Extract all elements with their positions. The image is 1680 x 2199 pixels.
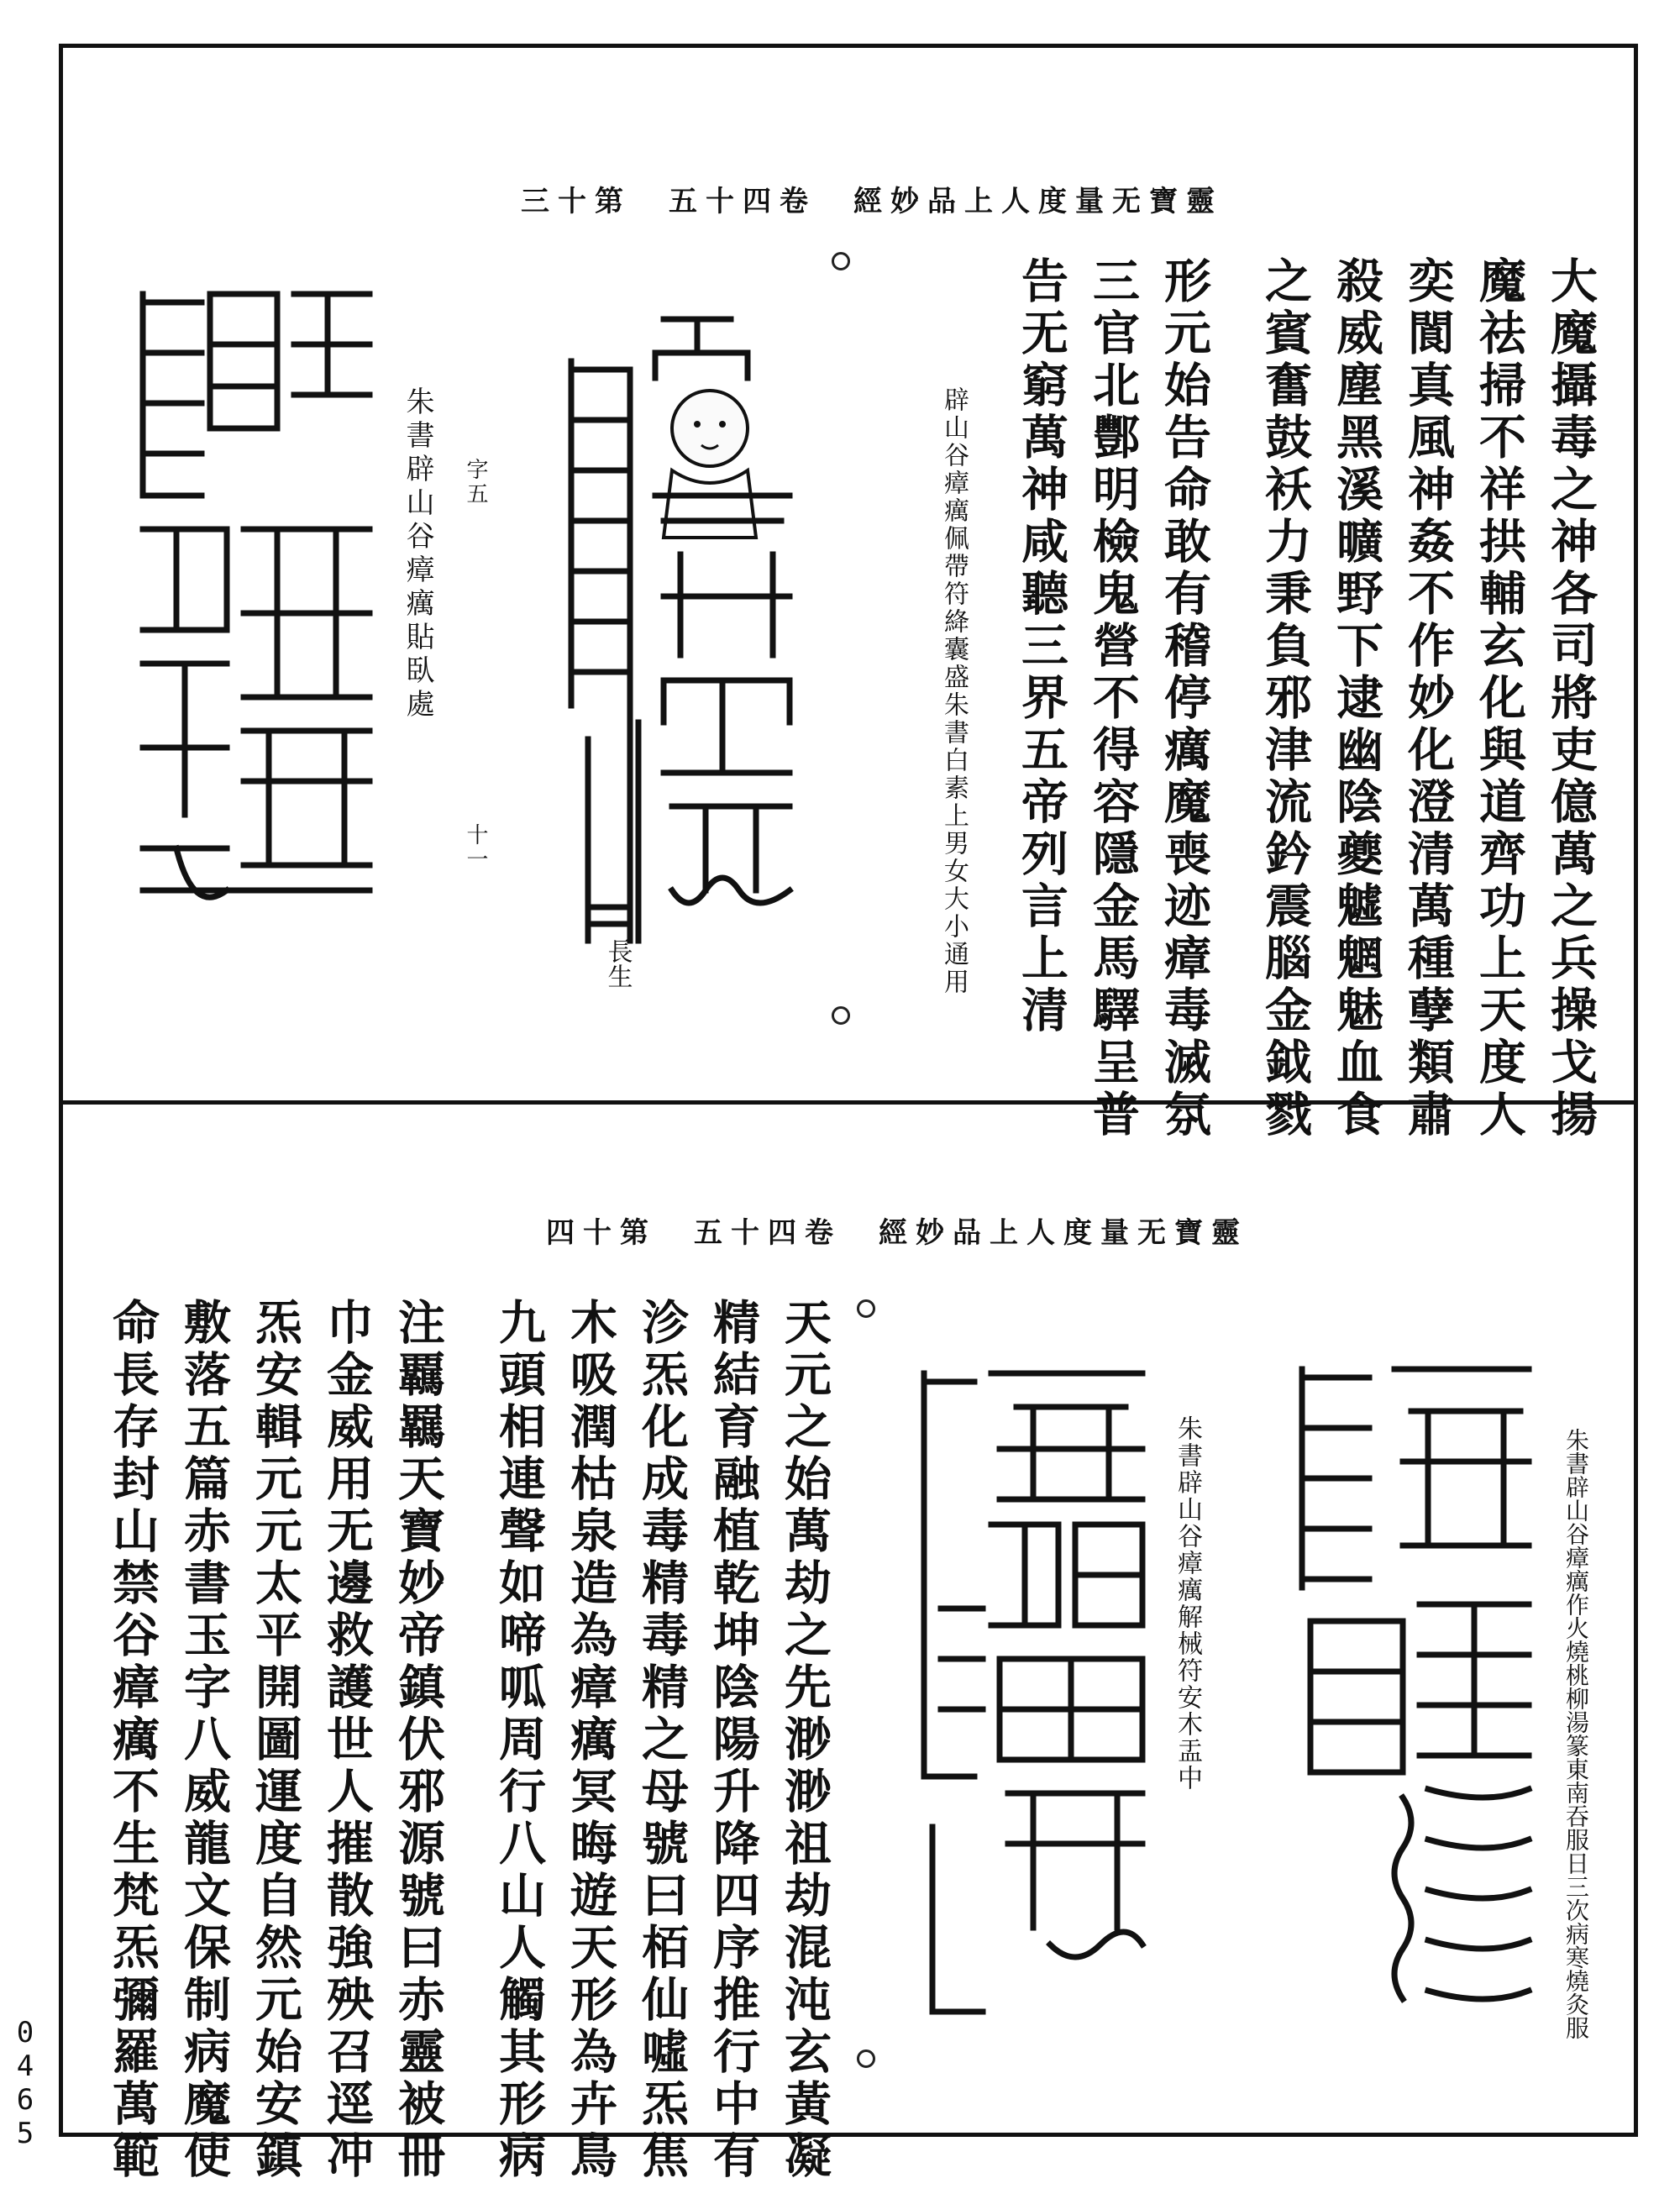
page-number: 0465 [8,2016,42,2150]
binding-hole [832,252,850,270]
bottom-main-col-5: 九頭相連聲如啼呱周行八山人觸其形病 [491,1298,547,2183]
top-note-right: 辟山谷瘴癘佩帶符絳囊盛朱書白素上男女大小通用 [939,386,969,996]
top-note-left: 朱書辟山谷瘴癘貼臥處 [401,386,434,722]
talisman-right [1277,1352,1546,2016]
top-header: 靈寶无量度人上品妙經 卷四十五 第十三 [521,185,1223,218]
bottom-main-col-4: 木吸潤枯泉造為瘴癘冥晦遊天形為卉鳥 [563,1298,618,2183]
top-main-col-3: 奕閬真風神姦不作妙化澄清萬種孽類肅 [1400,256,1456,1141]
top-small-b: 十一 [463,823,488,872]
top-main-col-2: 魔祛掃不祥拱輔玄化與道齊功上天度人 [1472,256,1527,1141]
bottom-main-col-3: 沴炁化成毒精毒精之母號曰栢仙噓炁焦 [634,1298,690,2183]
binding-hole [832,1006,850,1025]
binding-hole [857,1299,875,1318]
top-main-col-4: 殺威塵黑溪曠野下逮幽陰夔魖魍魅血食 [1329,256,1384,1141]
talisman-figure-seal [538,302,815,989]
bottom-main-col-2: 精結育融植乾坤陰陽升降四序推行中有 [706,1298,761,2183]
bottom-main-col-8: 炁安輯元元太平開圖運度自然元始安鎮 [248,1298,303,2183]
top-main-col-7: 三官北酆明檢鬼營不得容隱金馬驛呈普 [1085,256,1141,1141]
bottom-main-col-1: 天元之始萬劫之先渺渺祖劫混沌玄黃凝 [777,1298,832,2183]
bottom-note-mid: 朱書辟山谷瘴癘解械符安木盂中 [1173,1415,1202,1792]
top-main-col-1: 大魔攝毒之神各司將吏億萬之兵操戈揚 [1543,256,1599,1141]
bottom-main-col-10: 命長存封山禁谷瘴癘不生梵炁彌羅萬範 [105,1298,160,2183]
talisman-seal-script [126,277,386,924]
bottom-main-col-7: 巾金威用无邊救護世人摧散強殃召逕冲 [319,1298,375,2183]
talisman-middle [907,1357,1159,2028]
svg-text:長生: 長生 [602,938,633,989]
bottom-main-col-6: 注覊羈天寶妙帝鎮伏邪源號曰赤靈被冊 [391,1298,446,2183]
bottom-note-right: 朱書辟山谷瘴癘作火燒桃柳湯篆東南吞服日三次病寒燒灸服 [1562,1428,1590,2039]
binding-hole [857,2049,875,2068]
top-main-col-5: 之賓奮鼓袄力秉負邪津流鈐震腦金鉞戮 [1257,256,1313,1141]
bottom-main-col-9: 敷落五篇赤書玉字八威龍文保制病魔使 [176,1298,232,2183]
top-main-col-6: 形元始告命敢有稽停癘魔喪迹瘴毒滅氛 [1157,256,1212,1141]
top-small-a: 字五 [463,458,488,506]
bottom-header: 靈寶无量度人上品妙經 卷四十五 第十四 [546,1216,1248,1250]
top-main-col-8: 告无窮萬神咸聽三界五帝列言上清 [1014,256,1069,1037]
